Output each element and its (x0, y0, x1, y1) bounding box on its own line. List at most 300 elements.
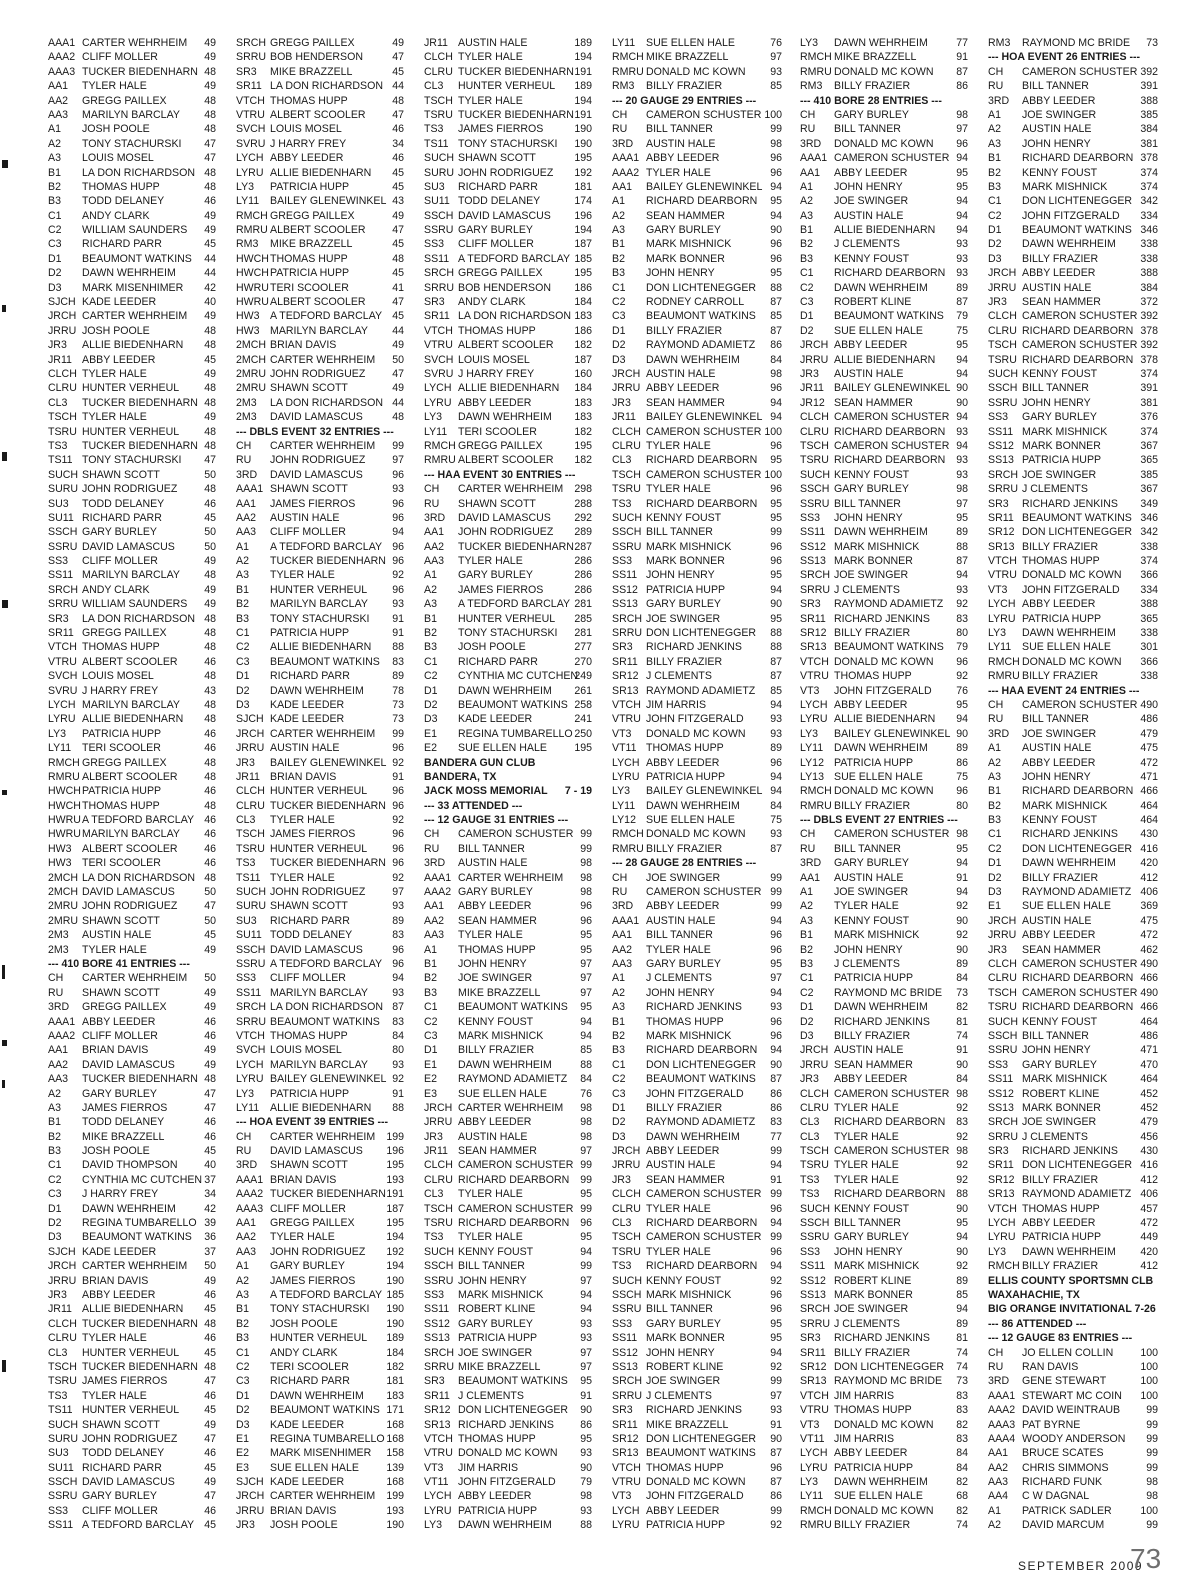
score: 139 (386, 1461, 404, 1474)
score: 486 (1140, 713, 1158, 726)
score: 346 (1140, 224, 1158, 237)
binding-edge-mark (2, 1360, 6, 1372)
score: 46 (204, 785, 216, 798)
class-code: SUCH (988, 1015, 1019, 1028)
shooter-name: RICHARD DEARBORN (1022, 152, 1134, 165)
class-code: E1 (424, 1058, 437, 1071)
shooter-name: JOHN FITZGERALD (1022, 209, 1120, 222)
score: 75 (956, 324, 968, 337)
score: 48 (204, 180, 216, 193)
shooter-name: KENNY FOUST (834, 1202, 910, 1215)
score: 96 (392, 842, 404, 855)
shooter-name: A TEDFORD BARCLAY (270, 540, 383, 553)
result-row (424, 353, 592, 367)
shooter-name: CHRIS SIMMONS (1022, 1461, 1109, 1474)
score: 99 (1146, 1447, 1158, 1460)
shooter-name: JOHN RODRIGUEZ (458, 166, 554, 179)
result-row (988, 1259, 1158, 1273)
score: 182 (386, 1360, 404, 1373)
shooter-name: JOHN HENRY (1022, 1044, 1091, 1057)
result-row (612, 1389, 782, 1403)
result-row (988, 137, 1158, 151)
score: 195 (386, 1159, 404, 1172)
shooter-name: ABBY LEEDER (834, 698, 908, 711)
score: 93 (956, 583, 968, 596)
score: 97 (580, 1346, 592, 1359)
result-row (800, 885, 968, 899)
shooter-name: SHAWN SCOTT (270, 483, 348, 496)
class-code: TSCH (424, 94, 453, 107)
class-code: 3RD (236, 1159, 258, 1172)
class-code: LY11 (612, 37, 636, 49)
score: 81 (956, 1015, 968, 1028)
result-row (988, 151, 1158, 165)
shooter-name: BEAUMONT WATKINS (834, 310, 944, 323)
score: 48 (204, 123, 216, 136)
class-code: C1 (236, 627, 250, 640)
shooter-name: GARY BURLEY (646, 958, 721, 970)
score: 50 (204, 914, 216, 927)
class-code: D2 (612, 1116, 626, 1129)
class-code: RMRU (236, 224, 268, 237)
result-row (988, 1029, 1158, 1043)
class-code: LYRU (48, 713, 76, 726)
shooter-name: KENNY FOUST (1022, 1015, 1098, 1028)
result-row (800, 237, 968, 251)
shooter-name: JOSH POOLE (458, 641, 526, 654)
score: 385 (1140, 108, 1158, 121)
score: 84 (770, 799, 782, 812)
shooter-name: BEAUMONT WATKINS (458, 1375, 568, 1388)
class-code: RM3 (612, 80, 635, 93)
score: 47 (204, 1087, 216, 1100)
result-row (48, 741, 216, 755)
shooter-name: JOE SWINGER (1022, 108, 1097, 121)
result-row (424, 986, 592, 1000)
shooter-name: DONALD MC KOWN (834, 65, 934, 78)
score: 48 (392, 252, 404, 265)
class-code: A2 (988, 123, 1001, 136)
result-row (424, 1072, 592, 1086)
event-header (988, 684, 1158, 698)
score: 385 (1140, 468, 1158, 481)
class-code: SS11 (612, 569, 638, 582)
shooter-name: THOMAS HUPP (834, 670, 912, 683)
class-code: SUCH (424, 1245, 455, 1258)
shooter-name: RAYMOND ADAMIETZ (646, 339, 756, 352)
class-code: TS11 (424, 137, 449, 150)
result-row (988, 885, 1158, 899)
score: 96 (770, 166, 782, 179)
score: 195 (574, 742, 592, 755)
results-column-1 (48, 36, 216, 1533)
result-row (612, 1043, 782, 1057)
score: 342 (1140, 195, 1158, 208)
class-code: RU (800, 842, 816, 855)
score: 77 (770, 1130, 782, 1143)
binding-edge-mark (2, 600, 8, 608)
class-code: SR13 (424, 1418, 451, 1431)
class-code: C1 (612, 281, 626, 294)
result-row (236, 281, 404, 295)
score: 97 (392, 886, 404, 899)
score: 34 (392, 137, 404, 150)
class-code: CLRU (988, 324, 1017, 337)
score: 93 (770, 713, 782, 726)
result-row (236, 943, 404, 957)
result-row (988, 1173, 1158, 1187)
result-row (236, 324, 404, 338)
shooter-name: MARK MISHNICK (1022, 799, 1108, 812)
shooter-name: LA DON RICHARDSON (82, 612, 196, 625)
score: 84 (956, 1461, 968, 1474)
shooter-name: JO ELLEN COLLIN (1022, 1346, 1114, 1359)
result-row (612, 986, 782, 1000)
score: 96 (392, 857, 404, 870)
results-column-5 (800, 36, 968, 1533)
shooter-name: KADE LEEDER (270, 713, 345, 726)
result-row (612, 180, 782, 194)
class-code: B3 (612, 267, 625, 280)
shooter-name: BILLY FRAZIER (646, 655, 723, 668)
score: 99 (580, 1159, 592, 1172)
shooter-name: MARILYN BARCLAY (270, 324, 368, 337)
shooter-name: J CLEMENTS (1022, 483, 1088, 496)
result-row (236, 928, 404, 942)
class-code: SR11 (988, 511, 1014, 524)
class-code: AA2 (236, 511, 257, 524)
score: 48 (204, 339, 216, 352)
score: 372 (1140, 296, 1158, 309)
shooter-name: AUSTIN HALE (1022, 914, 1092, 927)
result-row (988, 525, 1158, 539)
score: 96 (392, 497, 404, 510)
class-code: D2 (612, 339, 626, 352)
shooter-name: AUSTIN HALE (82, 929, 152, 942)
score: 384 (1140, 123, 1158, 136)
shooter-name: CAMERON SCHUSTER (1022, 698, 1138, 711)
score: 49 (204, 1418, 216, 1431)
result-row (988, 1072, 1158, 1086)
shooter-name: ABBY LEEDER (834, 1447, 908, 1460)
shooter-name: THOMAS HUPP (646, 1461, 724, 1474)
class-code: CLRU (800, 1101, 829, 1114)
score: 96 (392, 555, 404, 568)
result-row (236, 842, 404, 856)
score: 184 (386, 1346, 404, 1359)
result-row (612, 79, 782, 93)
class-code: SS13 (612, 1360, 638, 1373)
shooter-name: BRIAN DAVIS (270, 1504, 337, 1517)
shooter-name: SUE ELLEN HALE (834, 770, 923, 783)
score: 99 (770, 871, 782, 884)
score: 93 (956, 267, 968, 280)
class-code: SUCH (424, 152, 455, 165)
score: 93 (770, 65, 782, 78)
result-row (612, 151, 782, 165)
club-heading (424, 756, 592, 770)
score: 261 (574, 684, 592, 697)
score: 84 (392, 1029, 404, 1042)
result-row (236, 1202, 404, 1216)
score: 96 (770, 483, 782, 496)
result-row (800, 1216, 968, 1230)
shooter-name: JOHN RODRIGUEZ (82, 483, 178, 496)
score: 378 (1140, 353, 1158, 366)
result-row (612, 813, 782, 827)
score: 48 (204, 1073, 216, 1086)
shooter-name: CARTER WEHRHEIM (270, 1490, 376, 1503)
score: 92 (392, 814, 404, 827)
score: 92 (392, 756, 404, 769)
class-code: LYRU (800, 713, 828, 726)
class-code: LYRU (988, 1231, 1016, 1244)
result-row (988, 209, 1158, 223)
class-code: SR3 (800, 598, 821, 611)
result-row (236, 1130, 404, 1144)
result-row (988, 856, 1158, 870)
result-row (236, 194, 404, 208)
score: 82 (956, 1476, 968, 1489)
shooter-name: BEAUMONT WATKINS (646, 1073, 756, 1086)
score: 47 (204, 152, 216, 165)
score: 378 (1140, 152, 1158, 165)
result-row (236, 856, 404, 870)
event-header-text: --- HAA EVENT 24 ENTRIES --- (988, 684, 1140, 697)
shooter-name: DON LICHTENEGGER (1022, 1159, 1133, 1172)
result-row (236, 166, 404, 180)
class-code: AA2 (424, 540, 445, 553)
shooter-name: ABBY LEEDER (82, 1015, 156, 1028)
score: 48 (204, 698, 216, 711)
shooter-name: TUCKER BIEDENHARN (82, 1360, 198, 1373)
shooter-name: RICHARD PARR (270, 670, 350, 683)
score: 88 (580, 1058, 592, 1071)
class-code: A3 (612, 224, 625, 237)
class-code: LY3 (800, 37, 819, 49)
shooter-name: GARY BURLEY (834, 108, 909, 121)
result-row (988, 1461, 1158, 1475)
class-code: VTCH (612, 698, 641, 711)
class-code: AA1 (48, 80, 69, 93)
score: 75 (956, 770, 968, 783)
shooter-name: CAMERON SCHUSTER (1022, 339, 1138, 352)
class-code: B2 (988, 799, 1001, 812)
class-code: RM3 (988, 37, 1011, 49)
event-header-text: --- HOA EVENT 26 ENTRIES --- (988, 51, 1141, 64)
shooter-name: MARK MISHNICK (646, 1029, 732, 1042)
shooter-name: BILL TANNER (1022, 382, 1089, 395)
shooter-name: RICHARD JENKINS (834, 1015, 930, 1028)
class-code: JR3 (612, 396, 631, 409)
shooter-name: BEAUMONT WATKINS (270, 655, 380, 668)
score: 92 (392, 1073, 404, 1086)
class-code: LYCH (424, 382, 452, 395)
result-row (236, 50, 404, 64)
shooter-name: JOHN HENRY (458, 1274, 527, 1287)
class-code: LY11 (236, 1101, 260, 1114)
result-row (988, 166, 1158, 180)
score: 45 (392, 238, 404, 251)
score: 194 (386, 1260, 404, 1273)
class-code: SR3 (800, 1332, 821, 1345)
score: 46 (204, 1389, 216, 1402)
class-code: TSRU (800, 1159, 829, 1172)
result-row (612, 1158, 782, 1172)
result-row (612, 381, 782, 395)
score: 96 (770, 238, 782, 251)
result-row (424, 151, 592, 165)
result-row (800, 338, 968, 352)
score: 192 (574, 166, 592, 179)
score: 452 (1140, 1101, 1158, 1114)
result-row (988, 468, 1158, 482)
score: 190 (574, 137, 592, 150)
score: 88 (770, 641, 782, 654)
result-row (424, 1216, 592, 1230)
class-code: SS11 (800, 526, 826, 539)
score: 91 (392, 770, 404, 783)
result-row (988, 727, 1158, 741)
event-header (612, 856, 782, 870)
score: 338 (1140, 252, 1158, 265)
class-code: D1 (424, 1044, 438, 1057)
score: 470 (1140, 1058, 1158, 1071)
shooter-name: TYLER HALE (834, 900, 899, 913)
shooter-name: GARY BURLEY (82, 1490, 157, 1503)
class-code: HWCH (236, 252, 269, 265)
class-code: 2MCH (236, 339, 267, 352)
shooter-name: GREGG PAILLEX (458, 267, 543, 280)
result-row (236, 511, 404, 525)
result-row (988, 36, 1158, 50)
shooter-name: TODD DELANEY (458, 195, 541, 208)
shooter-name: CAMERON SCHUSTER (1022, 65, 1138, 78)
score: 96 (580, 900, 592, 913)
shooter-name: RAYMOND ADAMIETZ (1022, 886, 1132, 899)
class-code: JRCH (988, 267, 1017, 280)
class-code: LY3 (800, 727, 819, 740)
result-row (424, 1374, 592, 1388)
score: 41 (392, 281, 404, 294)
class-code: C1 (424, 655, 438, 668)
shooter-name: KENNY FOUST (458, 1245, 534, 1258)
result-row (988, 943, 1158, 957)
score: 94 (770, 1159, 782, 1172)
result-row (988, 770, 1158, 784)
score: 87 (770, 296, 782, 309)
class-code: LY3 (612, 785, 631, 798)
result-row (236, 971, 404, 985)
shooter-name: MARILYN BARCLAY (270, 986, 368, 999)
shooter-name: PATRICIA HUPP (458, 1504, 538, 1517)
shooter-name: CARTER WEHRHEIM (82, 310, 188, 323)
shooter-name: RICHARD PARR (458, 180, 538, 193)
score: 49 (204, 367, 216, 380)
class-code: D1 (612, 324, 626, 337)
result-row (236, 439, 404, 453)
shooter-name: REGINA TUMBARELLO (270, 1432, 385, 1445)
result-row (424, 1101, 592, 1115)
result-row (236, 669, 404, 683)
class-code: CLRU (48, 382, 77, 395)
score: 46 (204, 1116, 216, 1129)
score: 48 (204, 871, 216, 884)
class-code: B3 (800, 252, 813, 265)
shooter-name: BILL TANNER (458, 842, 525, 855)
score: 412 (1140, 1173, 1158, 1186)
shooter-name: BEAUMONT WATKINS (82, 252, 192, 265)
class-code: JRCH (236, 1490, 265, 1503)
score: 99 (580, 1260, 592, 1273)
shooter-name: JOHN HENRY (458, 958, 527, 970)
shooter-name: JOE SWINGER (834, 1303, 909, 1316)
class-code: JRCH (48, 1260, 77, 1273)
score: 99 (770, 900, 782, 913)
class-code: 2MCH (48, 871, 79, 884)
class-code: RMCH (800, 785, 832, 798)
score: 86 (770, 1087, 782, 1100)
score: 47 (204, 454, 216, 467)
shooter-name: MARK BONNER (1022, 1101, 1101, 1114)
score: 87 (770, 842, 782, 855)
score: 43 (392, 195, 404, 208)
class-code: AA2 (424, 914, 445, 927)
class-code: AAA2 (236, 1188, 264, 1201)
class-code: AA2 (48, 1058, 69, 1071)
shooter-name: JOHN HENRY (1022, 770, 1091, 783)
shooter-name: CAMERON SCHUSTER (646, 425, 762, 438)
score: 86 (770, 1490, 782, 1503)
class-code: B2 (612, 1029, 625, 1042)
shooter-name: TYLER HALE (270, 814, 335, 827)
class-code: E3 (236, 1461, 249, 1474)
score: 48 (204, 612, 216, 625)
result-row (988, 914, 1158, 928)
class-code: 2M3 (236, 396, 257, 409)
shooter-name: DAVID LAMASCUS (270, 943, 363, 956)
result-row (800, 1288, 968, 1302)
score: 94 (770, 411, 782, 424)
result-row (800, 971, 968, 985)
shooter-name: TYLER HALE (834, 1130, 899, 1143)
score: 94 (956, 195, 968, 208)
result-row (800, 1202, 968, 1216)
class-code: AA1 (48, 1044, 69, 1057)
result-row (48, 295, 216, 309)
class-code: 2MCH (236, 353, 267, 366)
result-row (612, 1346, 782, 1360)
shooter-name: RAYMOND MC BRIDE (1022, 37, 1131, 49)
result-row (800, 223, 968, 237)
class-code: A1 (800, 886, 813, 899)
class-code: RU (988, 713, 1004, 726)
shooter-name: DAVID LAMASCUS (82, 1476, 175, 1489)
shooter-name: TUCKER BIEDENHARN (270, 555, 386, 568)
result-row (236, 756, 404, 770)
score: 100 (1140, 1504, 1158, 1517)
score: 80 (956, 799, 968, 812)
result-row (236, 1144, 404, 1158)
score: 86 (956, 80, 968, 93)
score: 46 (204, 1288, 216, 1301)
class-code: SRRU (612, 627, 643, 640)
result-row (236, 770, 404, 784)
shooter-name: GARY BURLEY (1022, 411, 1097, 424)
result-row (424, 309, 592, 323)
score: 96 (392, 511, 404, 524)
result-row (48, 338, 216, 352)
